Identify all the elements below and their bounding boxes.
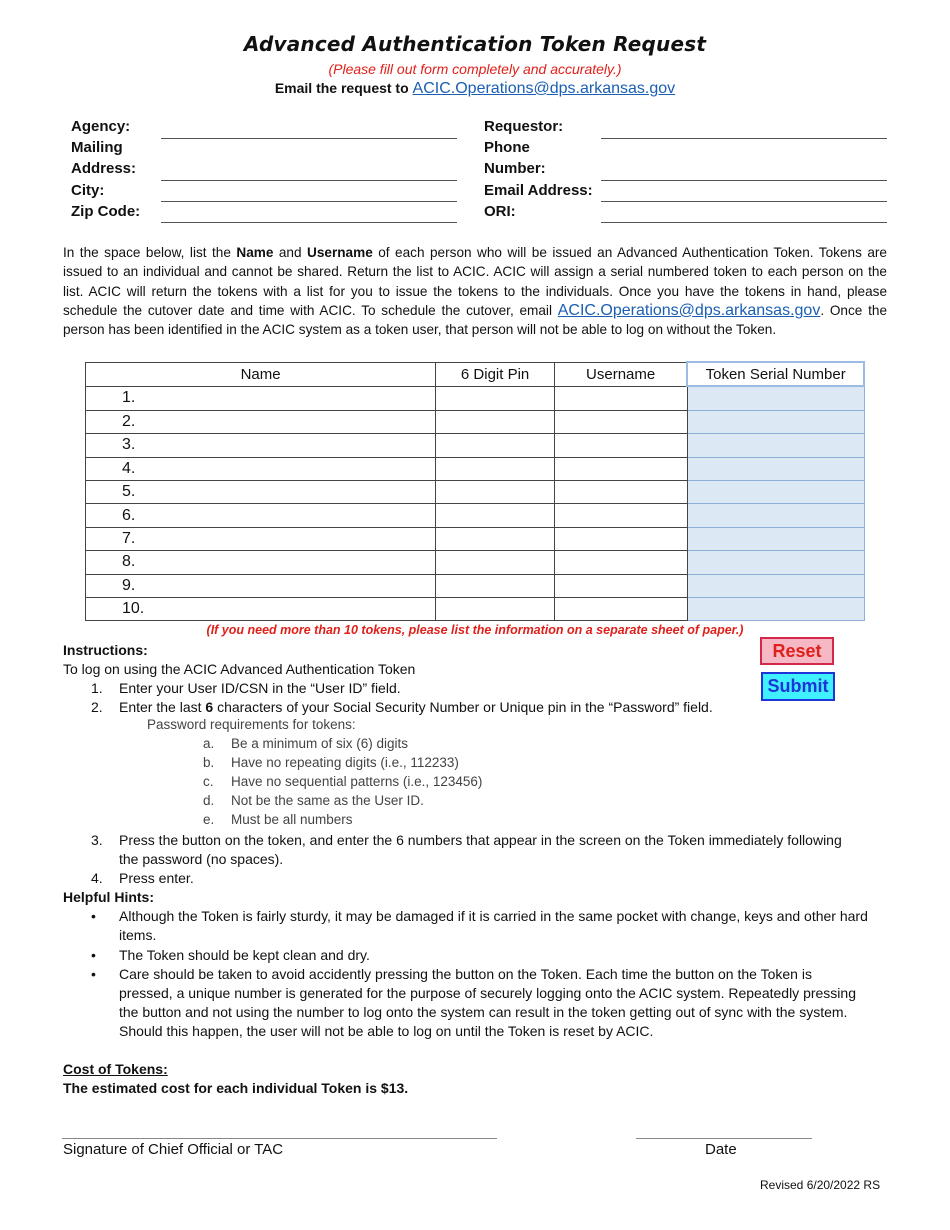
username-cell[interactable] [554,386,687,410]
intro-email-link[interactable]: ACIC.Operations@dps.arkansas.gov [557,301,821,319]
email-address-field[interactable] [601,200,887,202]
agency-label: Agency: [71,118,131,135]
intro-text-1: In the space below, list the [63,245,237,260]
ori-label: ORI: [484,203,516,220]
serial-cell[interactable] [687,504,864,527]
table-row [86,597,865,620]
pin-cell[interactable] [436,386,555,410]
username-cell[interactable] [554,527,687,550]
table-row [86,457,865,480]
submit-button[interactable]: Submit [761,672,835,701]
hint-1-line-2: items. [119,927,157,943]
username-cell[interactable] [554,504,687,527]
username-cell[interactable] [554,597,687,620]
pw-item-text: Be a minimum of six (6) digits [231,736,409,751]
serial-cell[interactable] [687,386,864,410]
hint-2-text: The Token should be kept clean and dry. [119,947,370,963]
serial-cell[interactable] [687,410,864,433]
name-cell[interactable]: 7. [86,527,436,550]
pw-item-text: Not be the same as the User ID. [231,793,424,808]
pw-item-text: Have no repeating digits (i.e., 112233) [231,755,459,770]
intro-name-bold: Name [236,245,274,260]
username-cell[interactable] [554,434,687,457]
more-tokens-note: (If you need more than 10 tokens, please list the information on a separate sheet of paper.) [206,623,744,637]
step-1-text: Enter your User ID/CSN in the “User ID” field. [119,680,401,696]
pin-cell[interactable] [436,527,555,550]
ori-field[interactable] [601,221,887,223]
step-4-text: Press enter. [119,870,194,886]
username-cell[interactable] [554,551,687,574]
serial-cell[interactable] [687,574,864,597]
mailing-address-field[interactable] [161,179,457,181]
number-label: Number: [484,160,546,177]
table-row [86,386,865,410]
step-2-text-a: Enter the last [119,699,206,715]
step-3-line-1: Press the button on the token, and enter the 6 numbers that appear in the screen on the Token immediately following [119,832,842,848]
email-address-label: Email Address: [484,182,593,199]
pin-cell[interactable] [436,434,555,457]
step-2-number: 2. [91,699,103,715]
email-link[interactable]: ACIC.Operations@dps.arkansas.gov [412,80,676,97]
step-2-text-bold: 6 [205,699,214,715]
city-field[interactable] [161,200,457,202]
step-3-line-2: the password (no spaces). [119,851,284,867]
table-row [86,410,865,433]
table-row [86,574,865,597]
hint-1-line-1: Although the Token is fairly sturdy, it may be damaged if it is carried in the same pocket with change, keys and other hard [119,908,868,924]
pin-cell[interactable] [436,457,555,480]
name-cell[interactable]: 10. [86,597,436,620]
pw-item-text: Have no sequential patterns (i.e., 123456) [231,774,483,789]
table-row [86,527,865,550]
name-cell[interactable]: 4. [86,457,436,480]
agency-field[interactable] [161,137,457,139]
serial-cell[interactable] [687,434,864,457]
page-title: Advanced Authentication Token Request [243,32,707,56]
name-cell[interactable]: 5. [86,480,436,503]
email-instruction [0,80,950,98]
email-prefix: Email the request to [274,80,413,96]
reset-button[interactable]: Reset [760,637,834,665]
date-line[interactable] [636,1137,812,1139]
step-3-number: 3. [91,832,103,848]
city-label: City: [71,182,105,199]
header-name: Name [86,362,436,386]
cost-heading: Cost of Tokens: [63,1061,168,1077]
instructions-heading: Instructions: [63,642,148,658]
zip-label: Zip Code: [71,203,141,220]
instructions-intro: To log on using the ACIC Advanced Authentication Token [63,661,416,677]
table-header-row [86,362,865,386]
pin-cell[interactable] [436,551,555,574]
pw-item-letter: a. [203,736,215,751]
pw-item-letter: c. [203,774,214,789]
subtitle: (Please fill out form completely and accurately.) [328,61,622,77]
intro-username-bold: Username [307,245,373,260]
hint-1-bullet: • [91,908,96,924]
date-label: Date [705,1141,737,1158]
requestor-field[interactable] [601,137,887,139]
username-cell[interactable] [554,480,687,503]
mailing-label: Mailing [71,139,123,156]
name-cell[interactable]: 9. [86,574,436,597]
password-requirements-heading: Password requirements for tokens: [147,717,356,732]
serial-cell[interactable] [687,597,864,620]
pw-item-letter: b. [203,755,215,770]
signature-label: Signature of Chief Official or TAC [63,1141,284,1158]
header-username: Username [554,362,687,386]
header-pin: 6 Digit Pin [436,362,555,386]
hints-heading: Helpful Hints: [63,889,154,905]
pw-item-letter: d. [203,793,215,808]
intro-and: and [273,245,308,260]
token-table [85,361,865,621]
intro-paragraph [63,243,887,339]
pw-item-text: Must be all numbers [231,812,353,827]
serial-cell[interactable] [687,527,864,550]
header-serial: Token Serial Number [687,362,864,386]
name-cell[interactable]: 1. [86,386,436,410]
name-cell[interactable]: 8. [86,551,436,574]
revised-note: Revised 6/20/2022 RS [760,1178,881,1192]
name-cell[interactable]: 3. [86,434,436,457]
serial-cell[interactable] [687,457,864,480]
intro-text-3: . Once the person has been identified in the ACIC system as a token user, that person will not be able to log on without the Token. [63,302,888,338]
step-2-text [119,698,713,717]
pin-cell[interactable] [436,574,555,597]
pin-cell[interactable] [436,597,555,620]
pin-cell[interactable] [436,504,555,527]
hint-3-line-2: pressed, a unique number is generated for the purpose of securely logging onto the ACIC system. Repeatedly pressing [119,985,856,1001]
phone-label: Phone [484,139,530,156]
zip-field[interactable] [161,221,457,223]
username-cell[interactable] [554,574,687,597]
username-cell[interactable] [554,410,687,433]
hint-3-line-1: Care should be taken to avoid accidently pressing the button on the Token. Each time the button on the Token is [119,966,812,982]
intro-text-2: of each person who will be issued an Advanced Authentication Token. Tokens are issued to an individual and cannot be shared. Return the list to ACIC. ACIC will assign a serial numbered token to each person on the list. ACIC will return the tokens with a list for you to issue the tokens to the individuals. Once you have the tokens in hand, please schedule the cutover date and time with ACIC. To schedule the cutover, email [63,245,887,318]
pw-item-letter: e. [203,812,215,827]
name-cell[interactable]: 2. [86,410,436,433]
table-row [86,434,865,457]
address-label: Address: [71,160,137,177]
pin-cell[interactable] [436,410,555,433]
hint-3-line-4: Should this happen, the user will not be able to log on until the Token is reset by ACIC. [119,1023,654,1039]
requestor-label: Requestor: [484,118,564,135]
serial-cell[interactable] [687,480,864,503]
serial-cell[interactable] [687,551,864,574]
phone-number-field[interactable] [601,179,887,181]
step-1-number: 1. [91,680,103,696]
cost-text: The estimated cost for each individual Token is $13. [63,1080,409,1096]
table-row [86,480,865,503]
signature-line[interactable] [62,1137,497,1139]
hint-3-line-3: the button and not using the number to log onto the system can result in the token getting out of sync with the system. [119,1004,848,1020]
username-cell[interactable] [554,457,687,480]
name-cell[interactable]: 6. [86,504,436,527]
step-2-text-c: characters of your Social Security Number or Unique pin in the “Password” field. [213,699,713,715]
table-row [86,504,865,527]
pin-cell[interactable] [436,480,555,503]
hint-2-bullet: • [91,947,96,963]
step-4-number: 4. [91,870,103,886]
hint-3-bullet: • [91,966,96,982]
table-row [86,551,865,574]
